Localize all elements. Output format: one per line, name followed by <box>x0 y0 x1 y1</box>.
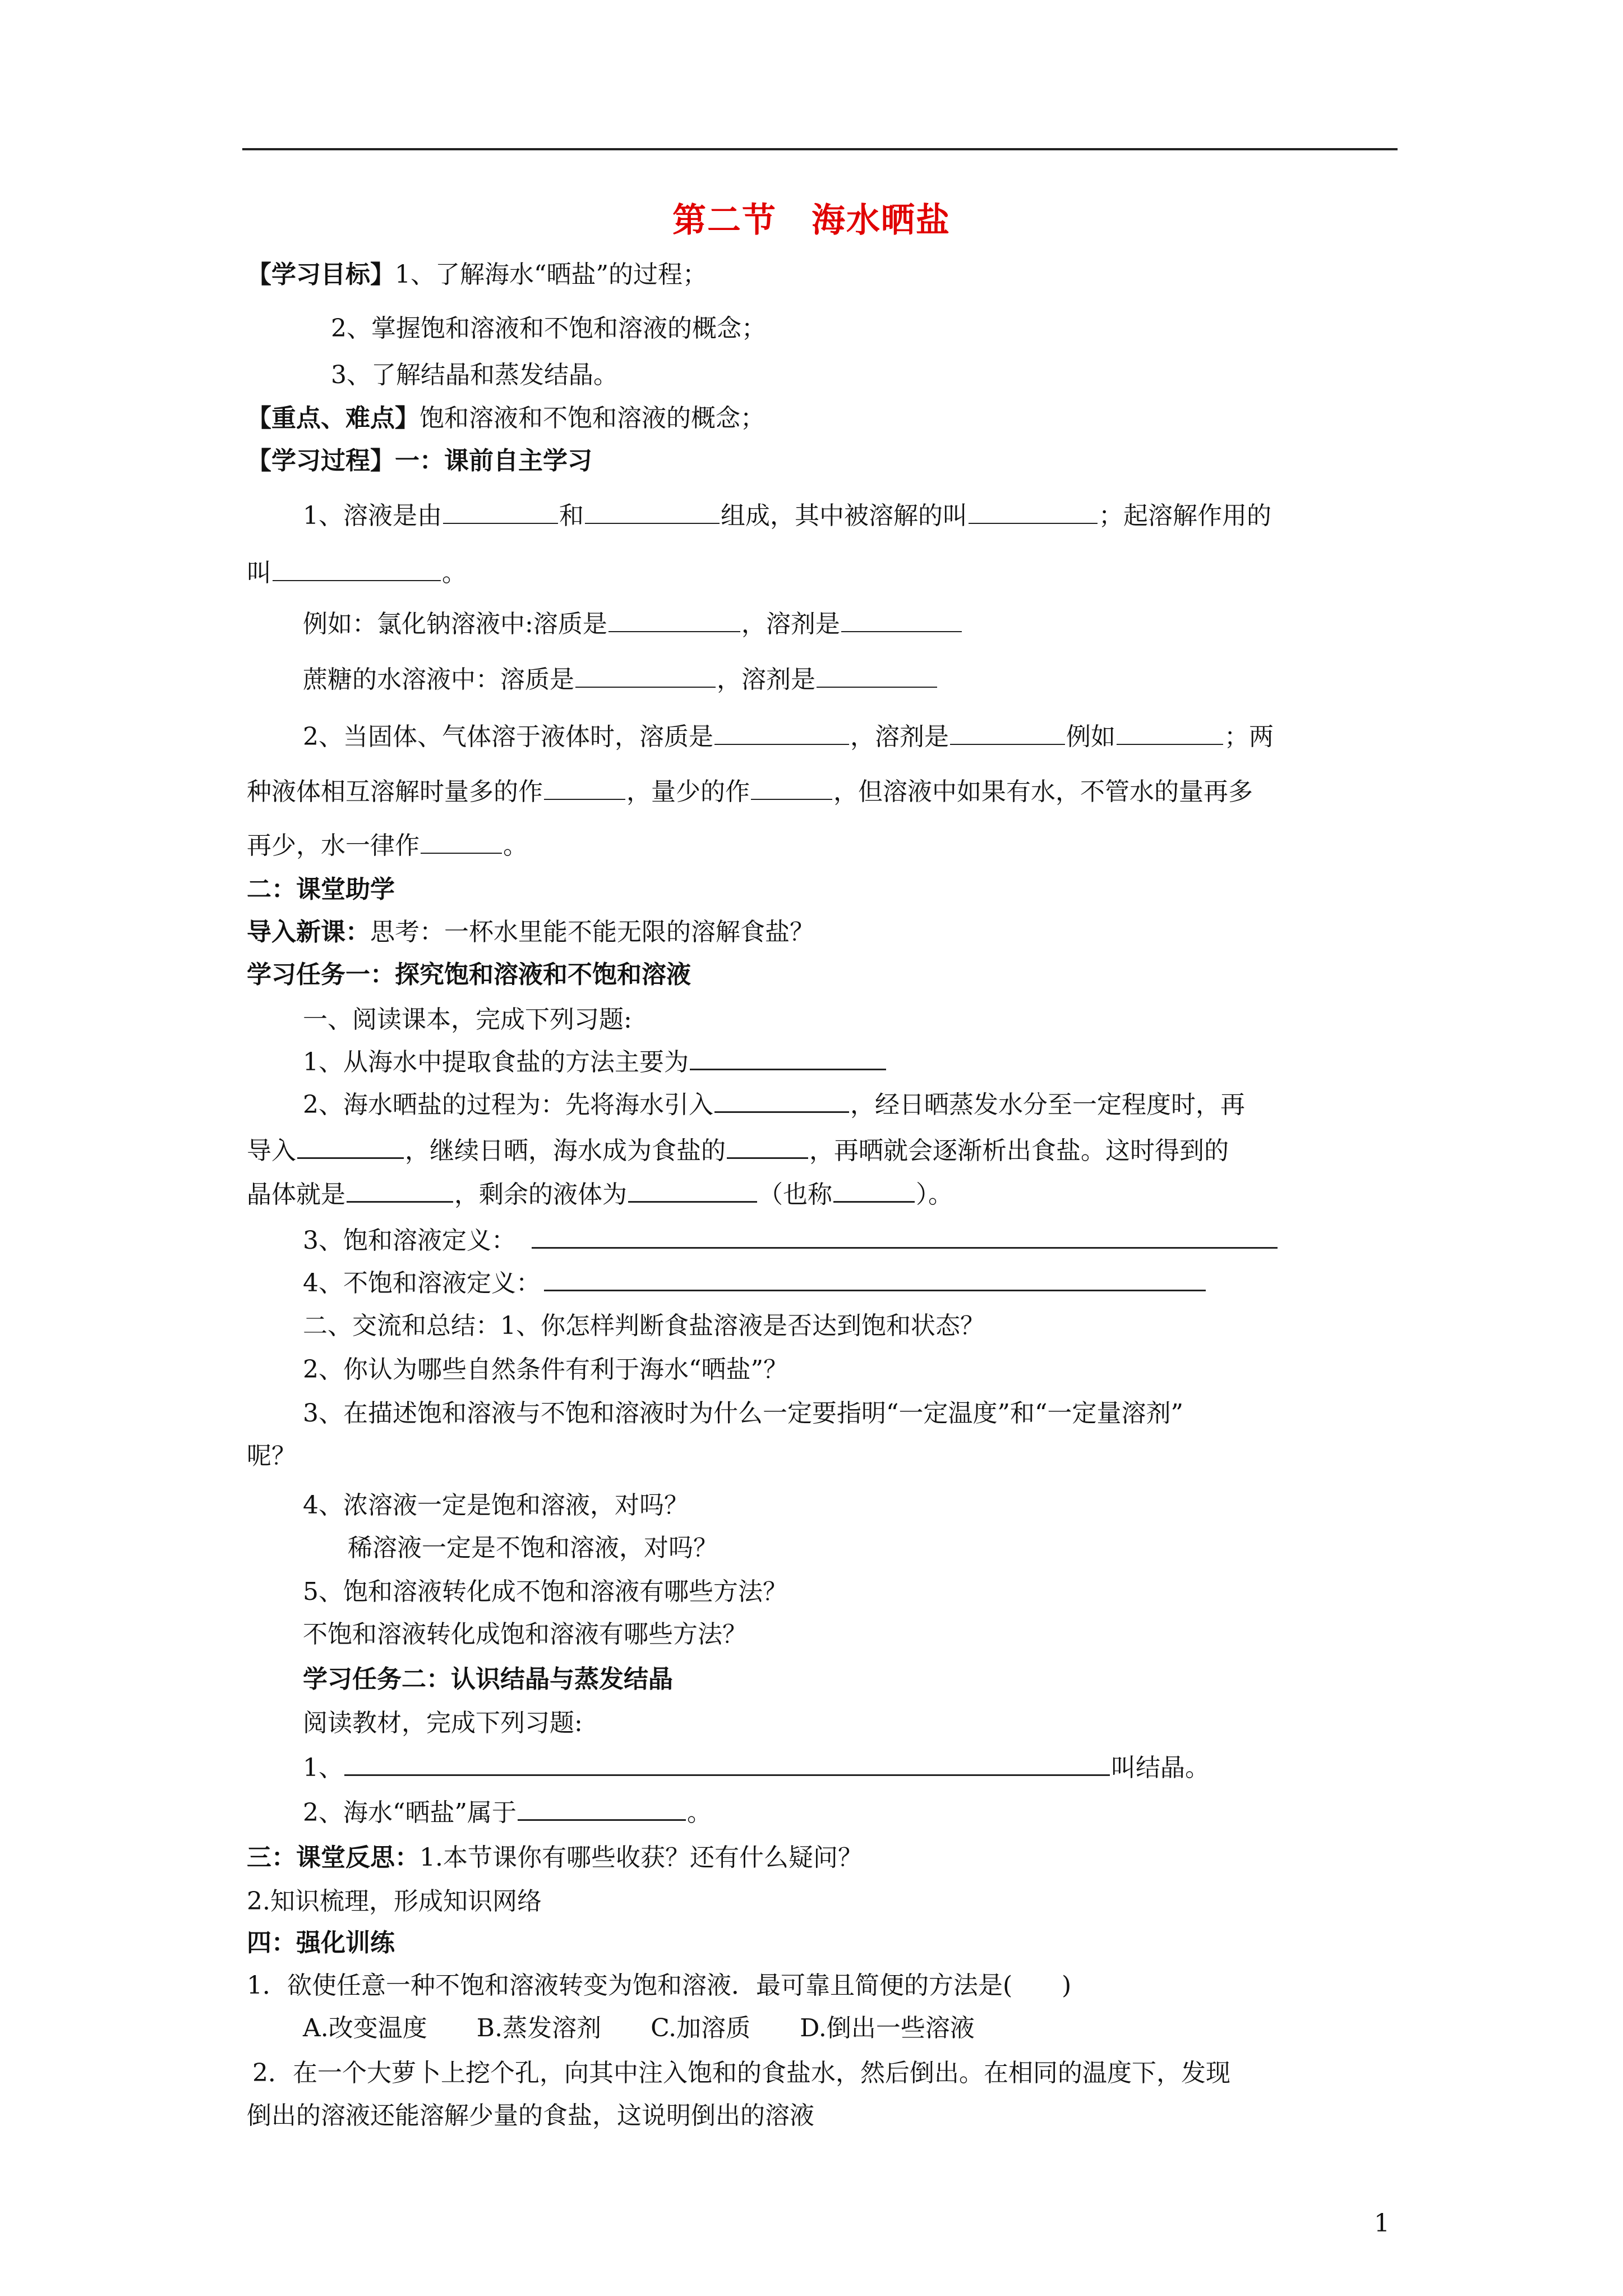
blank[interactable] <box>544 1268 1206 1291</box>
blank[interactable] <box>443 501 558 524</box>
blank[interactable] <box>714 1090 849 1113</box>
text: ，剩余的液体为 <box>454 1180 627 1209</box>
blank[interactable] <box>714 723 849 745</box>
text: 组成，其中被溶解的叫 <box>721 501 967 530</box>
blank[interactable] <box>1117 723 1223 745</box>
task1-q1 <box>303 1045 887 1080</box>
text: ，量少的作 <box>626 777 750 806</box>
blank[interactable] <box>833 1180 915 1203</box>
text: 1、 <box>303 1754 343 1782</box>
blank[interactable] <box>727 1136 808 1159</box>
text: 和 <box>559 501 584 530</box>
text: 1、溶液是由 <box>303 501 442 530</box>
pre-example-1 <box>303 606 963 642</box>
text: 2、当固体、气体溶于液体时，溶质是 <box>303 723 713 751</box>
task1-q4 <box>303 1266 1207 1301</box>
text: ，溶剂是 <box>741 610 840 638</box>
text: 2、海水“晒盐”属于 <box>303 1798 517 1827</box>
key-points-line <box>247 401 765 436</box>
section3-line2: 2.知识梳理，形成知识网络 <box>247 1887 542 1916</box>
discussion-5: 5、饱和溶液转化成不饱和溶液有哪些方法？ <box>303 1577 787 1606</box>
blank[interactable] <box>817 665 937 688</box>
discussion-2: 2、你认为哪些自然条件有利于海水“晒盐”？ <box>303 1355 788 1384</box>
text: ，但溶液中如果有水，不管水的量再多 <box>833 777 1253 806</box>
blank[interactable] <box>628 1180 757 1203</box>
text: 再少，水一律作 <box>247 831 419 860</box>
pre-q1-line <box>303 498 1271 534</box>
exercise-2-cont: 倒出的溶液还能溶解少量的食盐，这说明倒出的溶液 <box>247 2101 814 2130</box>
task2-q1 <box>303 1750 1210 1786</box>
text: 2、海水晒盐的过程为：先将海水引入 <box>303 1091 713 1119</box>
text: ，继续日晒，海水成为食盐的 <box>405 1137 726 1165</box>
intro-line <box>247 914 814 950</box>
task1-q2-cont2 <box>247 1177 953 1213</box>
discussion-3: 3、在描述饱和溶液与不饱和溶液时为什么一定要指明“一定温度”和“一定量溶剂” <box>303 1399 1183 1428</box>
intro-text: 思考：一杯水里能不能无限的溶解食盐？ <box>370 918 814 946</box>
pre-example-2 <box>303 662 938 698</box>
objectives-line <box>247 257 707 293</box>
text: ，溶剂是 <box>850 723 949 751</box>
exercise-1: 1．欲使任意一种不饱和溶液转变为饱和溶液．最可靠且简便的方法是( ) <box>247 1971 1072 2000</box>
objectives-label: 【学习目标】 <box>247 260 395 289</box>
blank[interactable] <box>518 1798 686 1821</box>
key-points-label: 【重点、难点】 <box>247 404 419 432</box>
blank[interactable] <box>690 1047 886 1070</box>
text: 叫 <box>247 559 271 587</box>
process-line <box>247 443 592 479</box>
text: 4、不饱和溶液定义： <box>303 1269 541 1297</box>
blank[interactable] <box>273 559 441 581</box>
objective-3: 3、了解结晶和蒸发结晶。 <box>331 361 618 389</box>
blank[interactable] <box>297 1136 404 1159</box>
text: （也称 <box>758 1180 832 1209</box>
blank[interactable] <box>347 1180 453 1203</box>
blank[interactable] <box>608 610 740 632</box>
text: 叫结晶。 <box>1111 1754 1210 1782</box>
discussion-4b: 稀溶液一定是不饱和溶液，对吗？ <box>348 1534 718 1562</box>
text: 蔗糖的水溶液中：溶质是 <box>303 665 574 694</box>
pre-q2-line <box>303 719 1274 755</box>
text: 。 <box>503 831 528 860</box>
text: 例如 <box>1066 723 1115 751</box>
blank[interactable] <box>544 777 625 800</box>
blank[interactable] <box>575 665 716 688</box>
discussion-5b: 不饱和溶液转化成饱和溶液有哪些方法？ <box>303 1620 747 1649</box>
text: 。 <box>686 1798 712 1827</box>
text: ，经日晒蒸发水分至一定程度时，再 <box>850 1091 1245 1119</box>
blank[interactable] <box>532 1226 1278 1249</box>
blank[interactable] <box>751 777 832 800</box>
page-number: 1 <box>1374 2209 1390 2238</box>
section3-text: 1.本节课你有哪些收获？还有什么疑问？ <box>419 1843 863 1872</box>
section3-line <box>247 1840 863 1876</box>
page-title: 第二节 海水晒盐 <box>672 201 951 240</box>
text: ；两 <box>1224 723 1274 751</box>
pre-q2-cont2 <box>247 828 528 864</box>
section2-heading: 二：课堂助学 <box>247 875 395 904</box>
text: ）。 <box>916 1180 953 1209</box>
text: 。 <box>442 559 467 587</box>
process-label: 【学习过程】 <box>247 447 395 475</box>
blank[interactable] <box>969 501 1098 524</box>
pre-q1-cont <box>247 555 467 591</box>
task1-read: 一、阅读课本，完成下列习题: <box>303 1005 632 1034</box>
exercise-1-options: A.改变温度 B.蒸发溶剂 C.加溶质 D.倒出一些溶液 <box>303 2014 975 2042</box>
text: 导入 <box>247 1137 296 1165</box>
task1-q2-cont <box>247 1133 1229 1169</box>
key-points-text: 饱和溶液和不饱和溶液的概念； <box>419 404 765 432</box>
text: 1、从海水中提取食盐的方法主要为 <box>303 1048 689 1076</box>
header-rule <box>242 148 1398 150</box>
discussion-1: 二、交流和总结：1、你怎样判断食盐溶液是否达到饱和状态？ <box>303 1312 985 1340</box>
objective-1: 1、了解海水“晒盐”的过程； <box>395 260 707 289</box>
section3-heading: 三：课堂反思： <box>247 1843 419 1872</box>
text: 种液体相互溶解时量多的作 <box>247 777 543 806</box>
blank[interactable] <box>344 1753 1110 1776</box>
intro-label: 导入新课： <box>247 918 370 946</box>
blank[interactable] <box>841 610 962 632</box>
task1-q2 <box>303 1087 1245 1123</box>
blank[interactable] <box>950 723 1065 745</box>
section4-heading: 四：强化训练 <box>247 1929 395 1957</box>
discussion-3-cont: 呢？ <box>247 1442 296 1470</box>
pre-q2-cont <box>247 774 1253 810</box>
text: ，再晒就会逐渐析出食盐。这时得到的 <box>809 1137 1229 1165</box>
blank[interactable] <box>421 831 502 854</box>
text: 例如：氯化钠溶液中:溶质是 <box>303 610 607 638</box>
objective-2: 2、掌握饱和溶液和不饱和溶液的概念； <box>331 314 766 343</box>
task2-heading: 学习任务二：认识结晶与蒸发结晶 <box>303 1665 673 1694</box>
text: 3、饱和溶液定义： <box>303 1226 516 1255</box>
text: ，溶剂是 <box>717 665 815 694</box>
exercise-2: 2．在一个大萝卜上挖个孔，向其中注入饱和的食盐水，然后倒出。在相同的温度下，发现 <box>252 2059 1230 2087</box>
task1-heading: 学习任务一：探究饱和溶液和不饱和溶液 <box>247 960 691 989</box>
text: 晶体就是 <box>247 1180 345 1209</box>
text: ；起溶解作用的 <box>1099 501 1271 530</box>
discussion-4: 4、浓溶液一定是饱和溶液，对吗？ <box>303 1491 689 1520</box>
task1-q3 <box>303 1223 1279 1259</box>
process-text: 一：课前自主学习 <box>395 447 592 475</box>
task2-q2 <box>303 1795 712 1831</box>
blank[interactable] <box>585 501 720 524</box>
task2-read: 阅读教材，完成下列习题: <box>303 1709 583 1737</box>
